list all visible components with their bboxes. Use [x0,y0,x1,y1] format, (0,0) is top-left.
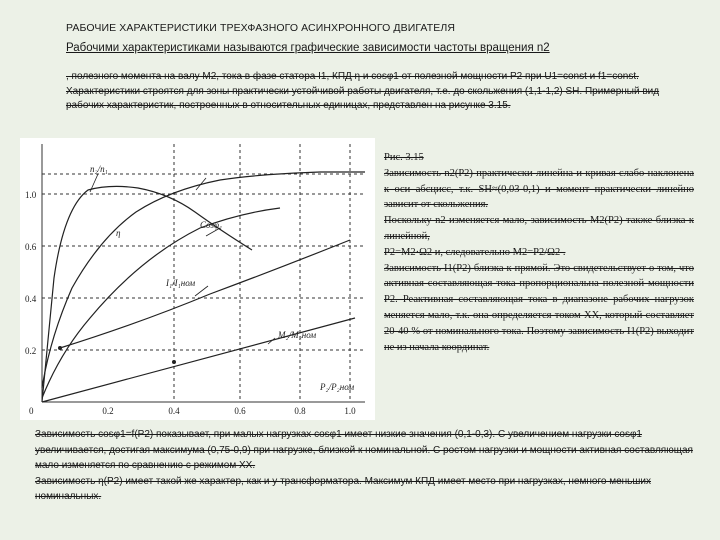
characteristics-figure [20,138,375,420]
leader-lines [90,174,275,344]
intro-paragraph [66,70,666,114]
y-tick-label: 0.4 [25,294,37,304]
plot-curves [42,172,365,402]
label-cos: Cosφ₁ [200,220,223,230]
bottom-line: Зависимость η(P2) имеет такой же характер, как и у трансформатора. Максимум КПД имеет место при нагрузках, немного меньших номинальных. [35,475,651,502]
label-p2: P₂/P₂ном [320,382,355,392]
caption-line: P2=M2·Ω2 и, следовательно M2=P2/Ω2 . [384,246,566,258]
plot-grid [42,144,365,402]
bottom-paragraph [35,427,705,505]
y-tick-label: 0.2 [25,346,37,356]
x-tick-label: 0.6 [234,406,246,416]
caption-line: Поскольку n2 изменяется мало, зависимость M2(P2) также близка к линейной, [384,215,694,242]
y-tick-labels [25,190,37,416]
eta-curve [42,186,252,402]
data-point [172,360,176,364]
curve-labels [90,164,354,392]
n2-curve [42,172,365,388]
y-tick-label: 1.0 [25,190,37,200]
x-tick-label: 0.4 [168,406,180,416]
y-tick-label: 0.6 [25,242,37,252]
x-tick-label: 1.0 [344,406,356,416]
page-subtitle: Рабочими характеристиками называются графические зависимости частоты вращения n2 [66,42,550,54]
leader-i1 [195,286,208,296]
x-tick-labels [102,406,356,416]
x-tick-label: 0.8 [294,406,306,416]
data-point [58,346,62,350]
page-title: РАБОЧИЕ ХАРАКТЕРИСТИКИ ТРЕХФАЗНОГО АСИНХРОННОГО ДВИГАТЕЛЯ [66,22,455,34]
label-i1: I₁/I₁ном [166,278,196,288]
y-tick-label: 0 [29,406,34,416]
label-n2: n₂/n₁ [90,164,108,174]
caption-line: Зависимость n2(P2) практически линейна и кривая слабо наклонена к оси абсцисс, т.к. SH≈(0,03-0,1) и момент практически линейно зависит от скольжения. [384,167,694,211]
characteristics-plot [20,138,375,420]
caption-line: Рис. 3.15 [384,152,424,163]
caption-line: Зависимость I1(P2) близка к прямой. Это свидетельствует о том, что активная составляющая тока пропорциональна полезной мощности P2. Реактивная составляющая тока в диапазоне рабочих нагрузок меняется мало, т.к. она определяется током ХХ, который составляет 20-40 % от номинального тока. Поэтому зависимость I1(P2) выходит не из начала координат. [384,262,694,353]
leader-n2 [90,174,98,192]
label-m2: M₂/M₂ном [278,330,317,340]
bottom-line: Зависимость cosφ1=f(P2) показывает, при малых нагрузках cosφ1 имеет низкие значения (0,1-0,3). С увеличением нагрузки cosφ1 увеличивается, достигая максимума (0,75-0,9) при нагрузке, близкой к номинальной. С ростом нагрузки и мощности активная составляющая мало изменяется по сравнению с режимом ХХ. [35,429,693,471]
intro-text: , полезного момента на валу М2, тока в фазе статора I1, КПД η и cosφ1 от полезной мощности Р2 при U1=const и f1=const. Характеристики строятся для зоны практически устойчивой работы двигателя, т.е. до скольжения (1,1-1,2) SH. Примерный вид рабочих характеристик, построенных в относительных единицах, представлен на рисунке 3.15. [66,71,660,111]
figure-caption [384,150,694,355]
label-eta: η [116,228,121,238]
x-tick-label: 0.2 [102,406,114,416]
